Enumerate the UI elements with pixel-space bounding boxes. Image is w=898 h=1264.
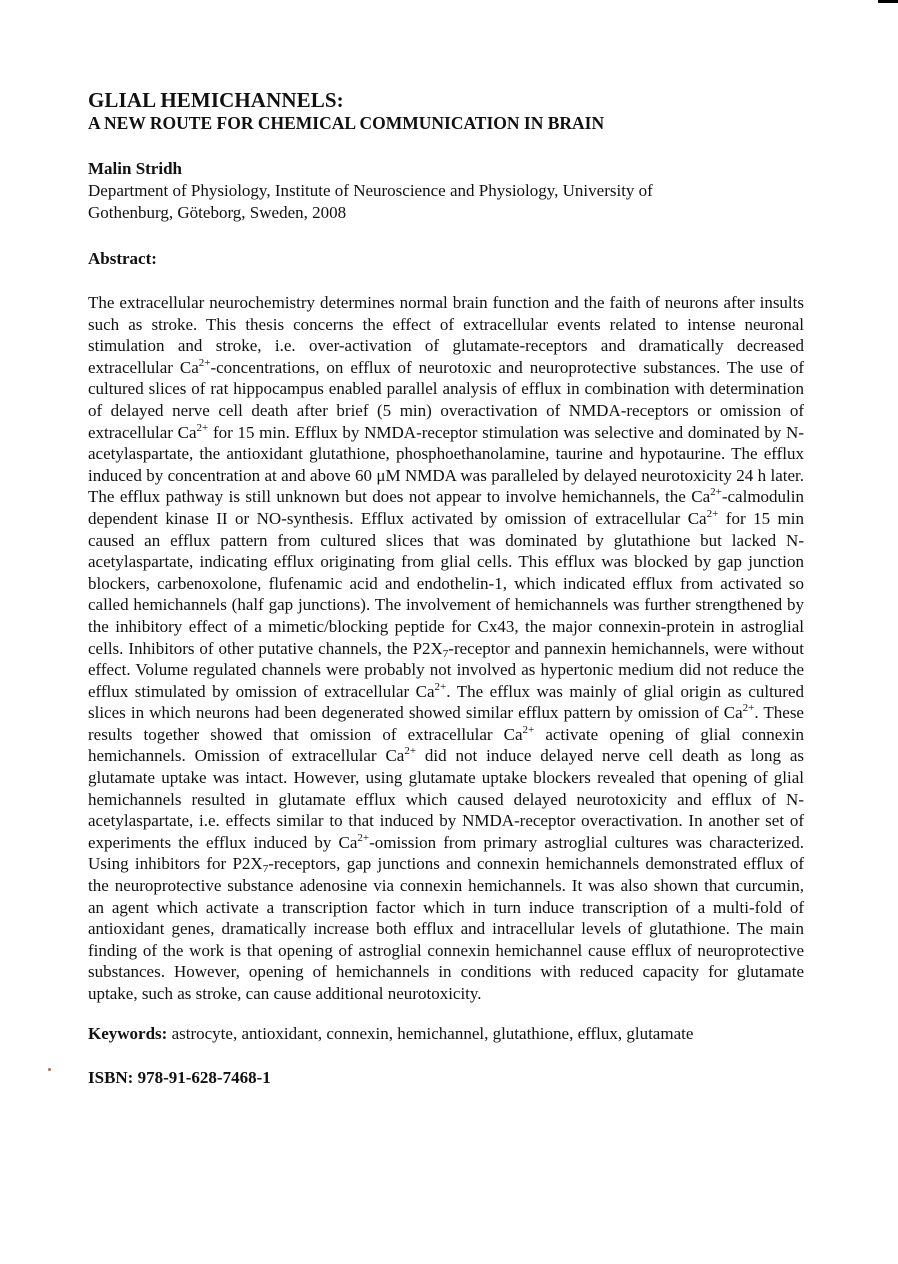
superscript: 2+ [434, 680, 447, 693]
keywords-line [88, 1023, 804, 1045]
isbn: ISBN: 978-91-628-7468-1 [88, 1067, 271, 1087]
superscript: 2+ [706, 507, 719, 520]
superscript: 2+ [198, 356, 211, 369]
superscript: 2+ [522, 723, 535, 736]
author-affiliation: Department of Physiology, Institute of Neuroscience and Physiology, University of Gothenburg, Göteborg, Sweden, 2008 [88, 181, 653, 222]
abstract-text: -receptor and pannexin hemichannels, were without effect. Volume regulated channels were probably not involved as hypertonic medium did not reduce the efflux stimulated by omission of extracellular Ca [88, 638, 804, 701]
superscript: 2+ [742, 702, 755, 715]
title-line-1: GLIAL HEMICHANNELS: [88, 88, 344, 112]
subscript: 7 [262, 863, 269, 876]
abstract-text: The extracellular neurochemistry determines normal brain function and the faith of neurons after insults such as stroke. This thesis concerns the effect of extracellular events related to intense neuronal stimulation and stroke, i.e. over-activation of glutamate-receptors and dramatically decreased extracellular Ca [88, 293, 804, 377]
abstract-body [88, 292, 804, 1005]
keywords-text: astrocyte, antioxidant, connexin, hemichannel, glutathione, efflux, glutamate [167, 1023, 694, 1043]
abstract-text: -calmodulin dependent kinase II or NO-synthesis. Efflux activated by omission of extracellular Ca [88, 487, 804, 528]
abstract-text: . The efflux was mainly of glial origin as cultured slices in which neurons had been degenerated showed similar efflux pattern by omission of Ca [88, 681, 804, 723]
abstract-heading: Abstract: [88, 249, 157, 268]
superscript: 2+ [710, 486, 722, 499]
superscript: 2+ [357, 831, 370, 844]
abstract-text: -receptors, gap junctions and connexin hemichannels demonstrated efflux of the neuroprotective substance adenosine via connexin hemichannels. It was also shown that curcumin, an agent which activate a transcription factor which in turn induce transcription of a multi-fold of antioxidant genes, dramatically increase both efflux and intracellular levels of glutathione. The main finding of the work is that opening of astroglial connexin hemichannel cause efflux of neuroprotective substances. However, opening of hemichannels in conditions with reduced capacity for glutamate uptake, such as stroke, can cause additional neurotoxicity. [88, 854, 804, 1003]
page-content [88, 88, 804, 1089]
abstract-text: for 15 min. Efflux by NMDA-receptor stimulation was selective and dominated by N-acetylaspartate, the antioxidant glutathione, phosphoethanolamine, taurine and hypotaurine. The efflux induced by concentration at and above 60 μM NMDA was paralleled by delayed neurotoxicity 24 h later. The efflux pathway is still unknown but does not appear to involve hemichannels, the Ca [88, 422, 804, 507]
abstract-text: -omission from primary astroglial cultures was characterized. Using inhibitors for P2X [88, 832, 804, 874]
superscript: 2+ [196, 421, 209, 434]
abstract-text: -concentrations, on efflux of neurotoxic and neuroprotective substances. The use of cultured slices of rat hippocampus enabled parallel analysis of efflux in combination with determination of delayed nerve cell death after brief (5 min) overactivation of NMDA-receptors or omission of extracellular Ca [88, 357, 804, 442]
author-name: Malin Stridh [88, 159, 182, 178]
scan-speck [48, 1068, 51, 1071]
abstract-text: for 15 min caused an efflux pattern from cultured slices that was dominated by glutathione but lacked N-acetylaspartate, indicating efflux originating from glial cells. This efflux was blocked by gap junction blockers, carbenoxolone, flufenamic acid and endothelin-1, which indicated efflux from activated so called hemichannels (half gap junctions). The involvement of hemichannels was further strengthened by the inhibitory effect of a mimetic/blocking peptide for Cx43, the major connexin-protein in astroglial cells. Inhibitors of other putative channels, the P2X [88, 508, 804, 658]
abstract-text: activate opening of glial connexin hemichannels. Omission of extracellular Ca [88, 724, 805, 766]
superscript: 2+ [404, 745, 417, 758]
keywords-label: Keywords: [88, 1023, 168, 1043]
scan-edge-mark [878, 0, 898, 3]
abstract-text: did not induce delayed nerve cell death as long as glutamate uptake was intact. However, using glutamate uptake blockers revealed that opening of glial hemichannels resulted in glutamate efflux which caused delayed neurotoxicity and efflux of N-acetylaspartate, i.e. effects similar to that induced by NMDA-receptor overactivation. In another set of experiments the efflux induced by Ca [88, 746, 804, 852]
abstract-text: . These results together showed that omission of extracellular Ca [88, 703, 804, 744]
title-line-2: A NEW ROUTE FOR CHEMICAL COMMUNICATION IN BRAIN [88, 113, 605, 133]
subscript: 7 [442, 647, 449, 660]
